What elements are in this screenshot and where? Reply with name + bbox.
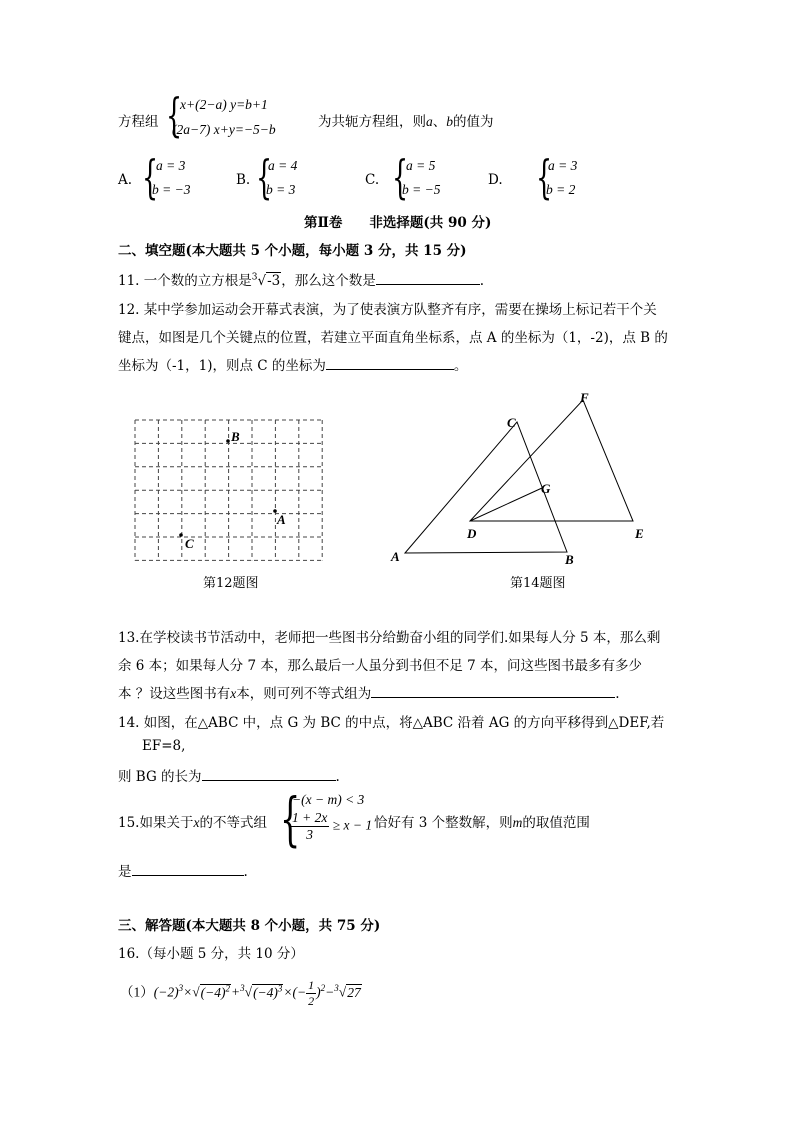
fig14-label-b: B xyxy=(565,552,574,567)
option-c-line2: b = −5 xyxy=(402,182,441,197)
q13-line2: 余 6 本；如果每人分 7 本，那么最后一人虽分到书但不足 7 本，问这些图书最多有多少 xyxy=(118,658,643,674)
q10-prefix: 方程组 xyxy=(118,114,159,130)
q12-line1: 12. 某中学参加运动会开幕式表演，为了使表演方队整齐有序，需要在操场上标记若干个关 xyxy=(118,302,657,318)
q15-frac-den: 3 xyxy=(306,827,314,842)
option-b-letter: B. xyxy=(236,172,251,188)
section3-heading: 三、解答题(本大题共 8 个小题，共 75 分) xyxy=(118,918,381,934)
option-c-line1: a = 5 xyxy=(406,158,436,173)
q11-radicand: -3 xyxy=(267,273,281,289)
q15-ineq2-rest: ≥ x − 1 xyxy=(332,817,373,833)
q14-line1: 14. 如图，在△ABC 中，点 G 为 BC 的中点，将△ABC 沿着 AG 的方向平移得到△DEF,若 xyxy=(118,715,665,731)
q11: 11. 一个数的立方根是$^3$√-3，那么这个数是 . xyxy=(118,269,484,289)
section2-heading: 二、填空题(本大题共 5 个小题，每小题 3 分，共 15 分) xyxy=(118,243,467,259)
option-d-letter: D. xyxy=(488,172,503,188)
option-a-letter: A. xyxy=(118,172,133,188)
fig12-label-c: C xyxy=(185,536,194,551)
q10-eq1: x+(2−a) y=b+1 xyxy=(180,97,268,112)
point-b-dot xyxy=(226,439,230,443)
q15-text2: 恰好有 3 个整数解，则m的取值范围 xyxy=(374,815,590,831)
q10-eq2: (2a−7) x+y=−5−b xyxy=(172,122,276,137)
q12-line3: 坐标为（-1，1)，则点 C 的坐标为 。 xyxy=(118,354,467,374)
fig14-label-g: G xyxy=(541,481,551,496)
q13-line3: 本 ？设这些图书有x本，则可列不等式组为 . xyxy=(118,682,620,702)
option-a-brace: { xyxy=(142,150,159,204)
fig14-label-e: E xyxy=(635,526,644,541)
option-d-brace: { xyxy=(536,150,553,204)
q13-answer-blank[interactable] xyxy=(371,683,615,698)
option-a-line1: a = 3 xyxy=(156,158,186,173)
fig12-grid xyxy=(130,415,330,565)
q15-ineq1: −(x − m) < 3 xyxy=(292,792,365,807)
q15-text: 15.如果关于x的不等式组 xyxy=(118,815,267,831)
option-b-line1: a = 4 xyxy=(268,158,298,173)
option-a-line2: b = −3 xyxy=(152,182,191,197)
q13-line1: 13.在学校读书节活动中，老师把一些图书分给勤奋小组的同学们.如果每人分 5 本，那么剩 xyxy=(118,630,661,646)
triangle-def xyxy=(470,400,633,521)
q14-line3: 则 BG 的长为 . xyxy=(118,765,340,785)
option-d-line2: b = 2 xyxy=(546,182,576,197)
fig12-label-a: A xyxy=(277,512,286,527)
q15-line2: 是 . xyxy=(118,860,248,880)
fig12-label-b: B xyxy=(231,429,240,444)
fig14-label-c: C xyxy=(507,415,516,430)
option-b-brace: { xyxy=(256,150,273,204)
q10-brace: { xyxy=(166,88,183,142)
option-d-line1: a = 3 xyxy=(548,158,578,173)
option-b-line2: b = 3 xyxy=(266,182,296,197)
q11-root-index: 3 xyxy=(251,272,258,283)
option-c-brace: { xyxy=(392,150,409,204)
q15-answer-blank[interactable] xyxy=(132,861,244,876)
q11-answer-blank[interactable] xyxy=(376,270,480,285)
segment-dg xyxy=(470,488,542,521)
fig14-label-d: D xyxy=(467,526,477,541)
option-c-letter: C. xyxy=(365,172,380,188)
q15-brace: { xyxy=(280,785,301,853)
fig14-label-a: A xyxy=(391,549,400,564)
q15-ineq2 xyxy=(290,810,372,843)
part2-title: 第Ⅱ卷 非选择题(共 90 分) xyxy=(304,215,492,231)
fig14-diagram xyxy=(385,390,655,570)
q16-expression: $(1)(-2)^3\times√(-4)^2+^3√(-4)^3\times(-$ $\frac{1}{2}$ )$^2$−$^3$√27 xyxy=(120,978,361,1008)
q16-header: 16.（每小题 5 分，共 10 分） xyxy=(118,946,304,962)
fig14-caption: 第14题图 xyxy=(510,576,566,591)
point-c-dot xyxy=(179,533,183,537)
fig14-label-f: F xyxy=(580,390,589,405)
fig12-caption: 第12题图 xyxy=(203,576,259,591)
q12-answer-blank[interactable] xyxy=(326,355,454,370)
q14-line2: EF=8, xyxy=(142,738,186,754)
q15-frac-num: 1 + 2x xyxy=(292,810,328,825)
q12-line2: 键点，如图是几个关键点的位置，若建立平面直角坐标系，点 A 的坐标为（1，-2)，点 B 的 xyxy=(118,330,668,346)
q10-suffix: 为共轭方程组，则a、b的值为 xyxy=(318,114,494,130)
q14-answer-blank[interactable] xyxy=(202,766,336,781)
